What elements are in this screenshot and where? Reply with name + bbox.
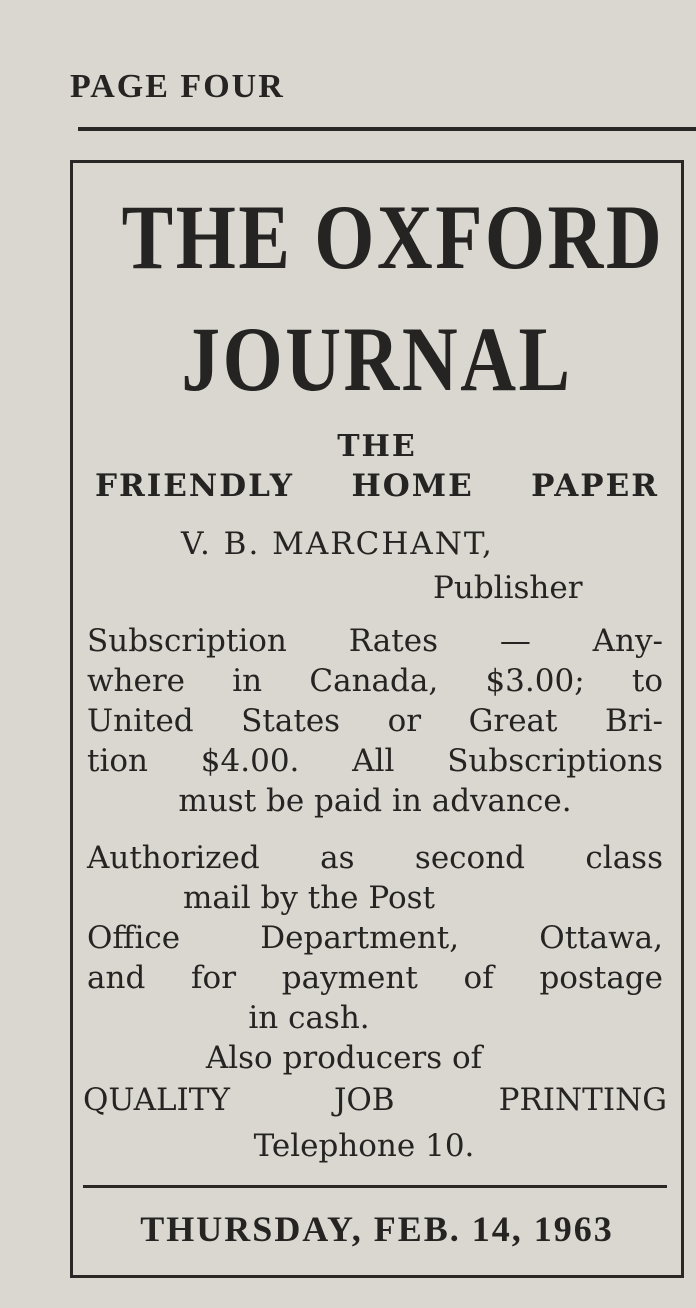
subscription-line: tion $4.00. All Subscriptions xyxy=(87,743,663,779)
printing-line: QUALITY JOB PRINTING xyxy=(83,1082,667,1118)
subscription-line: must be paid in advance. xyxy=(178,783,572,819)
masthead-title-line2: JOURNAL xyxy=(181,308,573,410)
tagline-line2: FRIENDLY HOME PAPER xyxy=(95,468,659,504)
top-rule xyxy=(78,127,696,131)
subscription-line: United States or Great Bri- xyxy=(87,703,663,739)
inner-rule xyxy=(83,1185,667,1188)
authorization-line: mail by the Post xyxy=(182,880,436,916)
publisher-role: Publisher xyxy=(433,570,583,606)
page-label: PAGE FOUR xyxy=(70,68,285,105)
printing-line: Telephone 10. xyxy=(253,1128,475,1164)
printing-line: Also producers of xyxy=(205,1040,483,1076)
subscription-line: where in Canada, $3.00; to xyxy=(87,663,663,699)
subscription-line: Subscription Rates — Any- xyxy=(87,623,663,659)
publisher-name: V. B. MARCHANT, xyxy=(181,526,494,562)
authorization-line: and for payment of postage xyxy=(87,960,663,996)
authorization-line: Office Department, Ottawa, xyxy=(87,920,663,956)
issue-date: THURSDAY, FEB. 14, 1963 xyxy=(140,1209,614,1249)
masthead-title-line1: THE OXFORD xyxy=(121,186,665,288)
masthead-box xyxy=(70,160,684,1278)
authorization-line: Authorized as second class xyxy=(87,840,663,876)
authorization-line: in cash. xyxy=(248,1000,370,1036)
tagline-line1: THE xyxy=(337,429,417,464)
